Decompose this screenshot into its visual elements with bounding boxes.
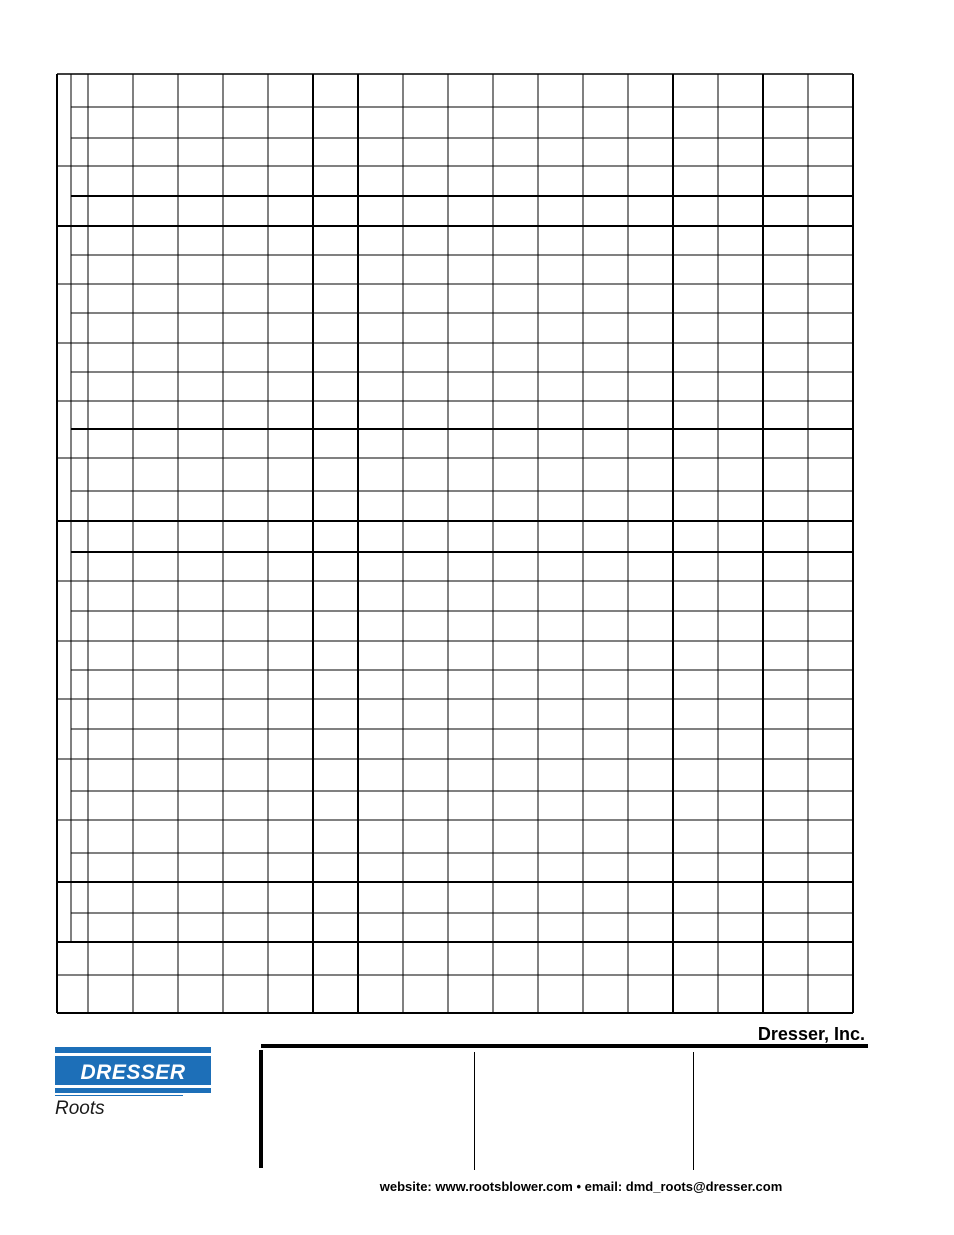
footer-column-divider xyxy=(474,1052,475,1170)
logo-band xyxy=(55,1047,211,1093)
contact-line: website: www.rootsblower.com • email: dmd_roots@dresser.com xyxy=(379,1179,783,1194)
footer-vertical-rule xyxy=(259,1050,263,1168)
logo-wordmark: DRESSER xyxy=(80,1061,186,1084)
company-name: Dresser, Inc. xyxy=(757,1024,865,1044)
dresser-logo xyxy=(55,1047,211,1127)
footer-horizontal-rule xyxy=(261,1044,868,1048)
footer-column-divider xyxy=(693,1052,694,1170)
logo-subtext: Roots xyxy=(55,1098,105,1119)
logo-underline xyxy=(55,1095,183,1096)
